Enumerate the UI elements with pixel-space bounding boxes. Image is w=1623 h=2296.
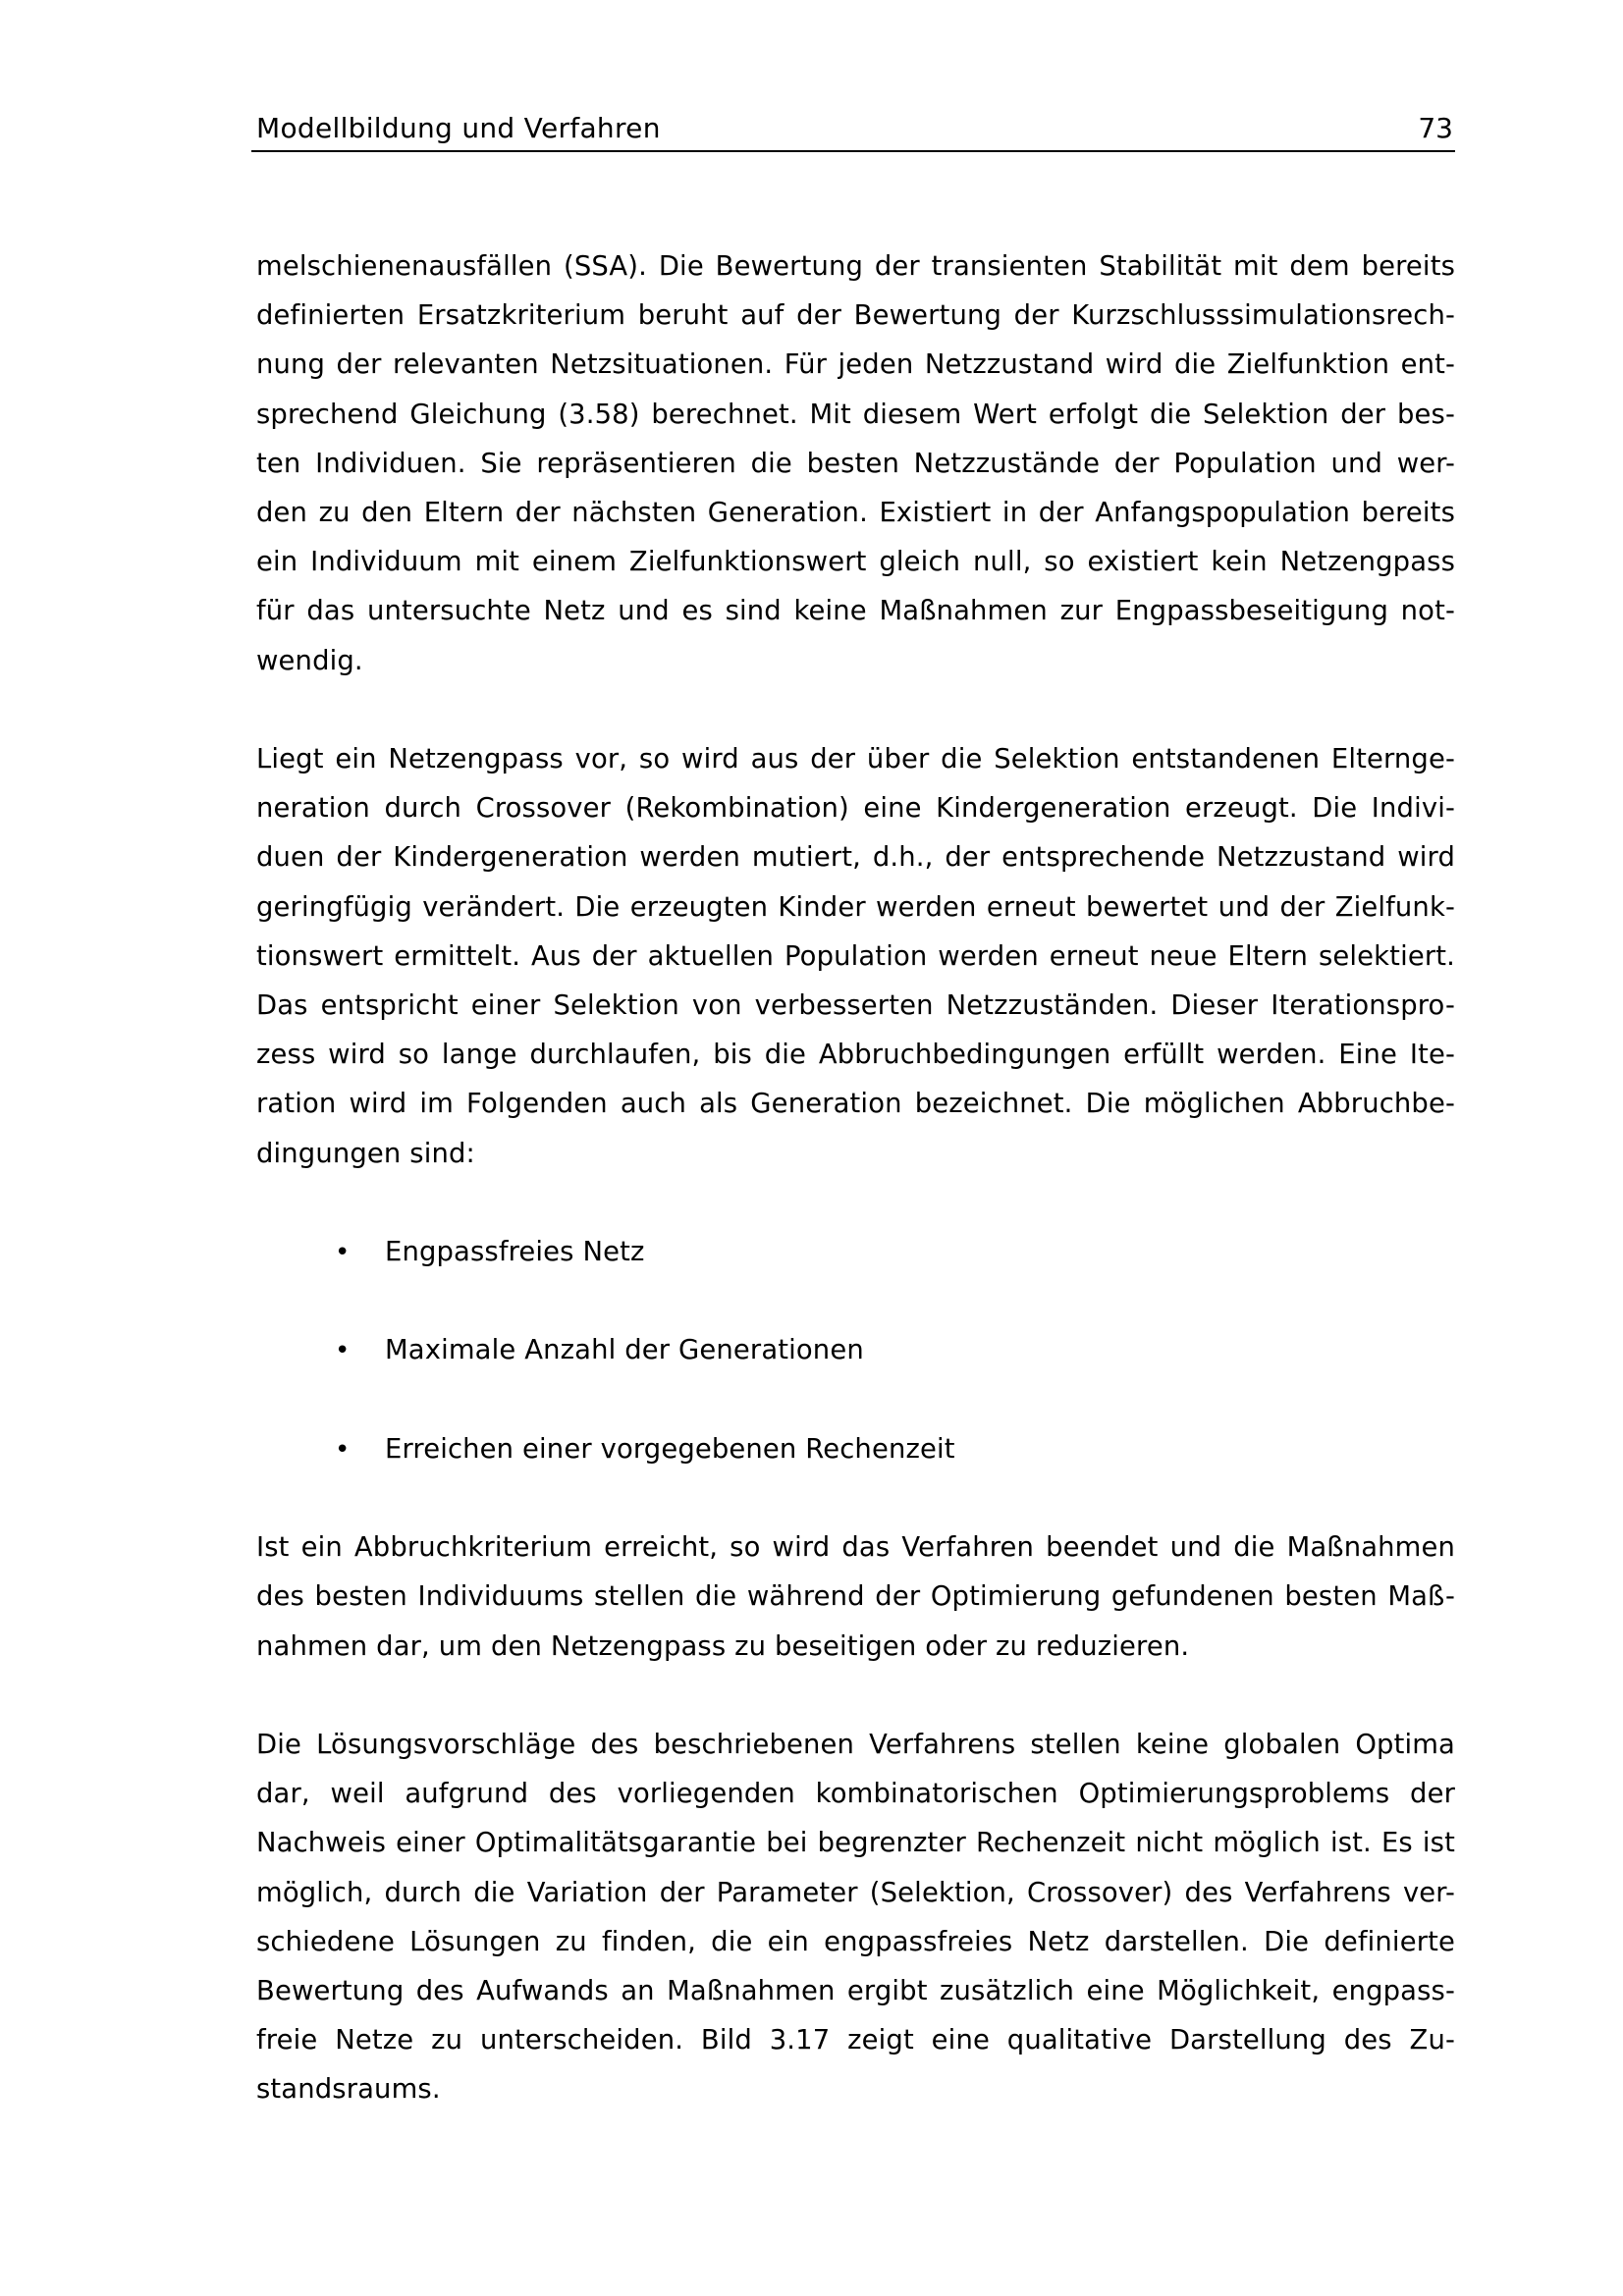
text-line: möglich, durch die Variation der Parameter (Selektion, Crossover) des Verfahrens ver- xyxy=(256,1877,1455,1908)
text-line: tionswert ermittelt. Aus der aktuellen Population werden erneut neue Eltern selektiert. xyxy=(256,940,1455,972)
list-item-text: Engpassfreies Netz xyxy=(385,1237,645,1268)
text-line: für das untersuchte Netz und es sind keine Maßnahmen zur Engpassbeseitigung not- xyxy=(256,596,1455,627)
text-line: sprechend Gleichung (3.58) berechnet. Mit diesem Wert erfolgt die Selektion der bes- xyxy=(256,399,1455,430)
text-line: ein Individuum mit einem Zielfunktionswert gleich null, so existiert kein Netzengpass xyxy=(256,547,1455,578)
text-line: neration durch Crossover (Rekombination) eine Kindergeneration erzeugt. Die Indivi- xyxy=(256,793,1455,825)
text-line: Nachweis einer Optimalitätsgarantie bei begrenzter Rechenzeit nicht möglich ist. Es ist xyxy=(256,1828,1455,1859)
list-item xyxy=(256,1326,1455,1375)
text-line: geringfügig verändert. Die erzeugten Kinder werden erneut bewertet und der Zielfunk- xyxy=(256,891,1455,923)
text-line: ration wird im Folgenden auch als Generation bezeichnet. Die möglichen Abbruchbe- xyxy=(256,1089,1455,1120)
page-number: 73 xyxy=(1418,112,1453,144)
text-line: Das entspricht einer Selektion von verbesserten Netzzuständen. Dieser Iterationspro- xyxy=(256,990,1455,1022)
list-item-text: Maximale Anzahl der Generationen xyxy=(385,1335,864,1366)
text-line: schiedene Lösungen zu finden, die ein engpassfreies Netz darstellen. Die definierte xyxy=(256,1926,1455,1957)
text-line: freie Netze zu unterscheiden. Bild 3.17 zeigt eine qualitative Darstellung des Zu- xyxy=(256,2025,1455,2056)
list-item xyxy=(256,1425,1455,1474)
text-line: Bewertung des Aufwands an Maßnahmen ergibt zusätzlich eine Möglichkeit, engpass- xyxy=(256,1975,1455,2006)
bullet-icon: • xyxy=(335,1336,351,1366)
page-header xyxy=(251,111,1455,152)
text-line: dar, weil aufgrund des vorliegenden kombinatorischen Optimierungsproblems der xyxy=(256,1779,1455,1810)
text-line: Die Lösungsvorschläge des beschriebenen Verfahrens stellen keine globalen Optima xyxy=(256,1729,1455,1760)
text-line: melschienenausfällen (SSA). Die Bewertung der transienten Stabilität mit dem bereits xyxy=(256,251,1455,282)
page-body xyxy=(256,242,1455,2164)
termination-conditions-list xyxy=(256,1228,1455,1474)
bullet-icon: • xyxy=(335,1238,351,1268)
text-line: duen der Kindergeneration werden mutiert, d.h., der entsprechende Netzzustand wird xyxy=(256,842,1455,874)
text-line: Ist ein Abbruchkriterium erreicht, so wird das Verfahren beendet und die Maßnahmen xyxy=(256,1532,1455,1564)
bullet-icon: • xyxy=(335,1434,351,1465)
running-header-title: Modellbildung und Verfahren xyxy=(256,112,661,144)
paragraph-solutions xyxy=(256,1721,1455,2115)
text-line: den zu den Eltern der nächsten Generation. Existiert in der Anfangspopulation bereits xyxy=(256,498,1455,529)
paragraph-crossover xyxy=(256,735,1455,1179)
text-line: ten Individuen. Sie repräsentieren die besten Netzzustände der Population und wer- xyxy=(256,448,1455,479)
text-line: zess wird so lange durchlaufen, bis die Abbruchbedingungen erfüllt werden. Eine Ite- xyxy=(256,1040,1455,1071)
text-line: nahmen dar, um den Netzengpass zu beseitigen oder zu reduzieren. xyxy=(256,1630,1190,1662)
text-line: dingungen sind: xyxy=(256,1138,475,1169)
text-line: standsraums. xyxy=(256,2074,441,2106)
text-line: nung der relevanten Netzsituationen. Für jeden Netzzustand wird die Zielfunktion ent- xyxy=(256,349,1455,381)
list-item-text: Erreichen einer vorgegebenen Rechenzeit xyxy=(385,1433,955,1465)
text-line: wendig. xyxy=(256,645,363,676)
text-line: des besten Individuums stellen die während der Optimierung gefundenen besten Maß- xyxy=(256,1581,1455,1613)
paragraph-selection xyxy=(256,242,1455,686)
text-line: definierten Ersatzkriterium beruht auf der Bewertung der Kurzschlusssimulationsrech- xyxy=(256,300,1455,332)
list-item xyxy=(256,1228,1455,1277)
text-line: Liegt ein Netzengpass vor, so wird aus der über die Selektion entstandenen Elternge- xyxy=(256,744,1455,775)
paragraph-termination xyxy=(256,1523,1455,1672)
